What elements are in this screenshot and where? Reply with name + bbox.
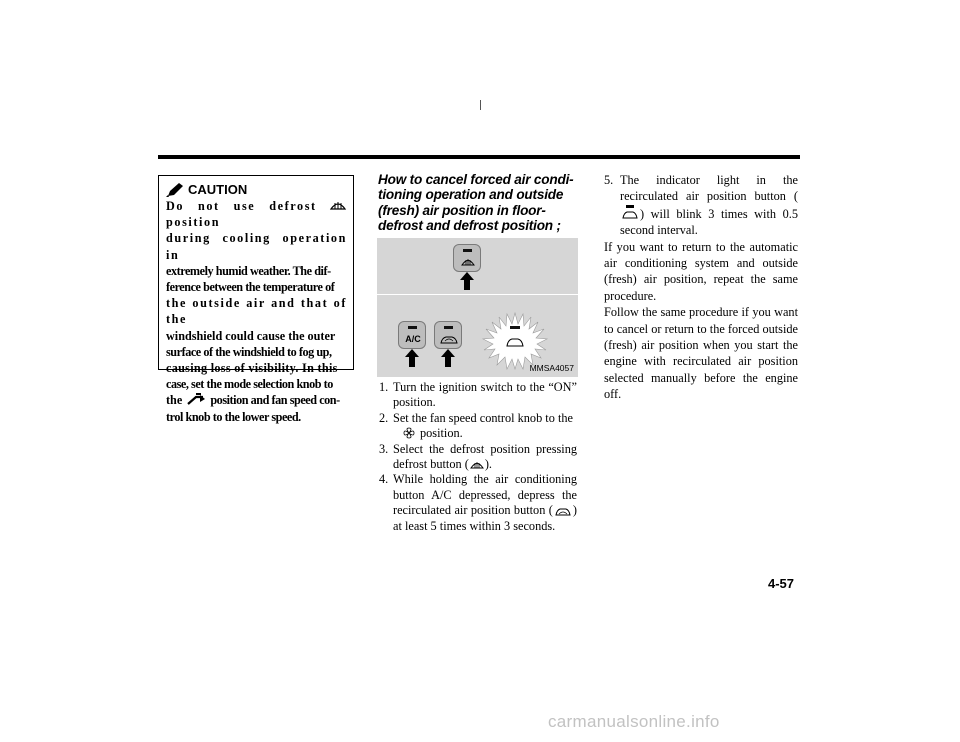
caution-pencil-icon (166, 183, 184, 197)
defrost-button (453, 244, 481, 272)
list-item: 2. Set the fan speed control knob to the position. (379, 410, 573, 441)
press-arrow-icon (405, 349, 419, 367)
indicator-led (463, 249, 472, 252)
caution-header (166, 182, 347, 198)
defrost-icon (461, 257, 475, 267)
defrost-icon (470, 459, 484, 470)
list-item: 3. Select the defrost position pressing defrost button ( ). (379, 441, 577, 472)
ac-label: A/C (405, 334, 421, 344)
figure-divider (377, 294, 578, 295)
caution-title: CAUTION (188, 181, 248, 197)
caution-box (158, 175, 354, 424)
caution-text: Do not use defrost position during cooling operation in extremely humid weather. The dif- ference between the temperature of the outside air and that of the windshield could cause the outer surface of the windshield to fog up, causing loss of visibility. In this case, set the mode selection knob to the position and fan speed con- trol knob to the lower speed. (166, 199, 347, 424)
press-arrow-icon (460, 272, 474, 290)
blinking-indicator-icon (481, 312, 549, 370)
recirculation-icon (555, 507, 571, 516)
recirculation-button (434, 321, 462, 349)
page-number: 4-57 (768, 576, 795, 591)
return-paragraph: If you want to return to the automatic air conditioning system and outside (fresh) air position, repeat the same procedure. (604, 239, 798, 303)
press-arrow-icon (441, 349, 455, 367)
recirculation-led-icon (622, 205, 638, 219)
indicator-led (408, 326, 417, 329)
crop-mark (480, 100, 481, 110)
floor-defrost-mode-icon (185, 393, 207, 406)
section-heading: How to cancel forced air condi-tioning operation and outside (fresh) air position in floor-defrost and defrost position ; (378, 172, 574, 234)
right-column (604, 172, 798, 403)
indicator-led (444, 326, 453, 329)
list-item: 5. The indicator light in the recirculated air position button () will blink 3 times with 0.5 second interval. (604, 173, 798, 238)
recirculation-icon (440, 335, 458, 344)
ac-button (398, 321, 426, 349)
defrost-icon (329, 200, 347, 212)
follow-paragraph: Follow the same procedure if you want to cancel or return to the forced outside (fresh) air position when you start the engine with recirculated air position selected manually before the engine off. (604, 305, 798, 402)
figure-code: MMSA4057 (529, 363, 574, 373)
fan-icon (403, 427, 415, 439)
header-rule (158, 155, 800, 159)
list-item: 1. Turn the ignition switch to the “ON” position. (379, 380, 577, 410)
control-panel-illustration (377, 238, 578, 377)
watermark: carmanualsonline.info (548, 712, 720, 731)
procedure-steps (379, 380, 577, 534)
list-item: 4. While holding the air conditioning button A/C depressed, depress the recirculated air position button ( ) at least 5 times within 3 seconds. (379, 472, 577, 533)
